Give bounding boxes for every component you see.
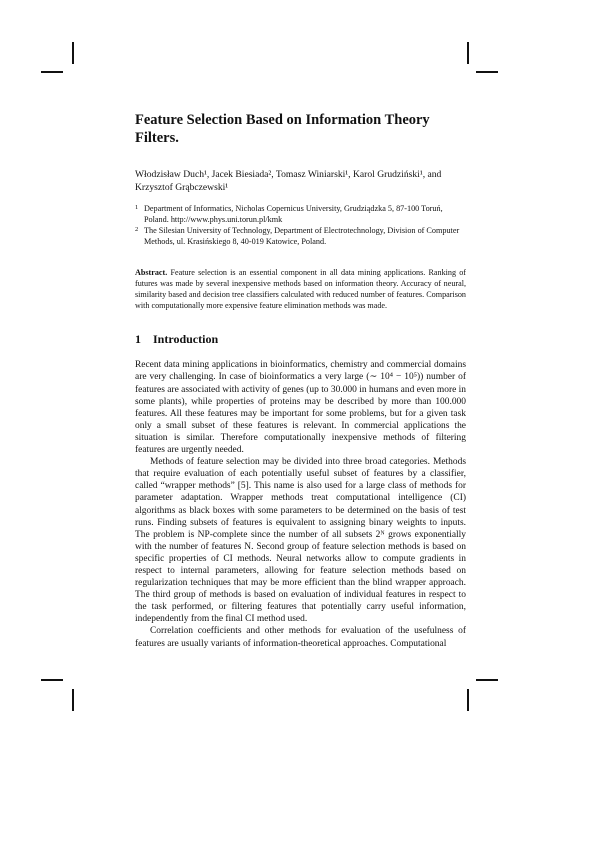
body-paragraph-1: Recent data mining applications in bioinformatics, chemistry and commercial domains are very challenging. In case of bioinformatics a very large (∼ 10⁴ − 10⁵)) number of features are associated with activity of genes (up to 30.000 in humans and even more in some plants), while properties of proteins may be described by more than 100.000 features. All these features may be important for some problems, but for a given task only a small subset of these features is relevant. In commercial applications the situation is similar. Therefore computationally inexpensive methods of filtering features are urgently needed. [135, 360, 466, 456]
crop-mark-bottom-left-horizontal [41, 679, 63, 681]
crop-mark-top-right-vertical [467, 42, 469, 64]
section-title: Introduction [153, 332, 219, 347]
crop-mark-top-right-horizontal [476, 71, 498, 73]
abstract-label: Abstract. [135, 268, 168, 277]
affiliation-number: 2 [135, 226, 139, 233]
affiliation-1 [135, 203, 466, 225]
section-number: 1 [135, 332, 141, 347]
abstract [135, 267, 466, 311]
affiliations [135, 203, 466, 247]
paper-page [135, 111, 466, 650]
affiliation-2 [135, 225, 466, 247]
crop-mark-bottom-right-vertical [467, 689, 469, 711]
paper-title: Feature Selection Based on Information Theory Filters. [135, 112, 430, 146]
body-paragraph-2: Methods of feature selection may be divided into three broad categories. Methods that require evaluation of each potentially useful subset of features by a classifier, called “wrapper methods” [5]. This name is also used for a large class of methods for parameter adaptation. Wrapper methods treat computational intelligence (CI) algorithms as black boxes with some parameters to be determined on the basis of test runs. Finding subsets of features is equivalent to assigning binary weights to inputs. The problem is NP-complete since the number of all subsets 2ᴺ grows exponentially with the number of features N. Second group of feature selection methods is based on specific properties of CI methods. Neural networks allow to compute gradients in respect to internal parameters, allowing for feature selection methods based on regularization techniques that may be more efficient than the blind wrapper approach. The third group of methods is based on evaluation of individual features in respect to the task performed, or filtering features that potentially carry useful information, independently from the final CI method used. [135, 457, 466, 625]
affiliation-number: 1 [135, 204, 139, 211]
affiliation-text: Department of Informatics, Nicholas Copernicus University, Grudziądzka 5, 87-100 Toruń, Poland. http://www.phys.uni.torun.pl/kmk [144, 204, 443, 224]
author-list: Włodzisław Duch¹, Jacek Biesiada², Tomasz Winiarski¹, Karol Grudziński¹, and Krzysztof Grąbczewski¹ [135, 169, 442, 193]
abstract-text: Feature selection is an essential component in all data mining applications. Ranking of futures was made by several inexpensive methods based on information theory. Accuracy of neural, similarity based and decision tree classifiers calculated with reduced number of features. Comparison with computationally more expensive feature elimination methods was made. [135, 268, 467, 311]
crop-mark-top-left-vertical [72, 42, 74, 64]
section-heading [135, 332, 466, 346]
crop-mark-bottom-left-vertical [72, 689, 74, 711]
body-paragraph-3: Correlation coefficients and other methods for evaluation of the usefulness of features are usually variants of information-theoretical approaches. Computational [135, 626, 466, 649]
affiliation-text: The Silesian University of Technology, Department of Electrotechnology, Division of Computer Methods, ul. Krasińskiego 8, 40-019 Katowice, Poland. [144, 226, 460, 246]
crop-mark-bottom-right-horizontal [476, 679, 498, 681]
crop-mark-top-left-horizontal [41, 71, 63, 73]
section-body [135, 359, 466, 649]
